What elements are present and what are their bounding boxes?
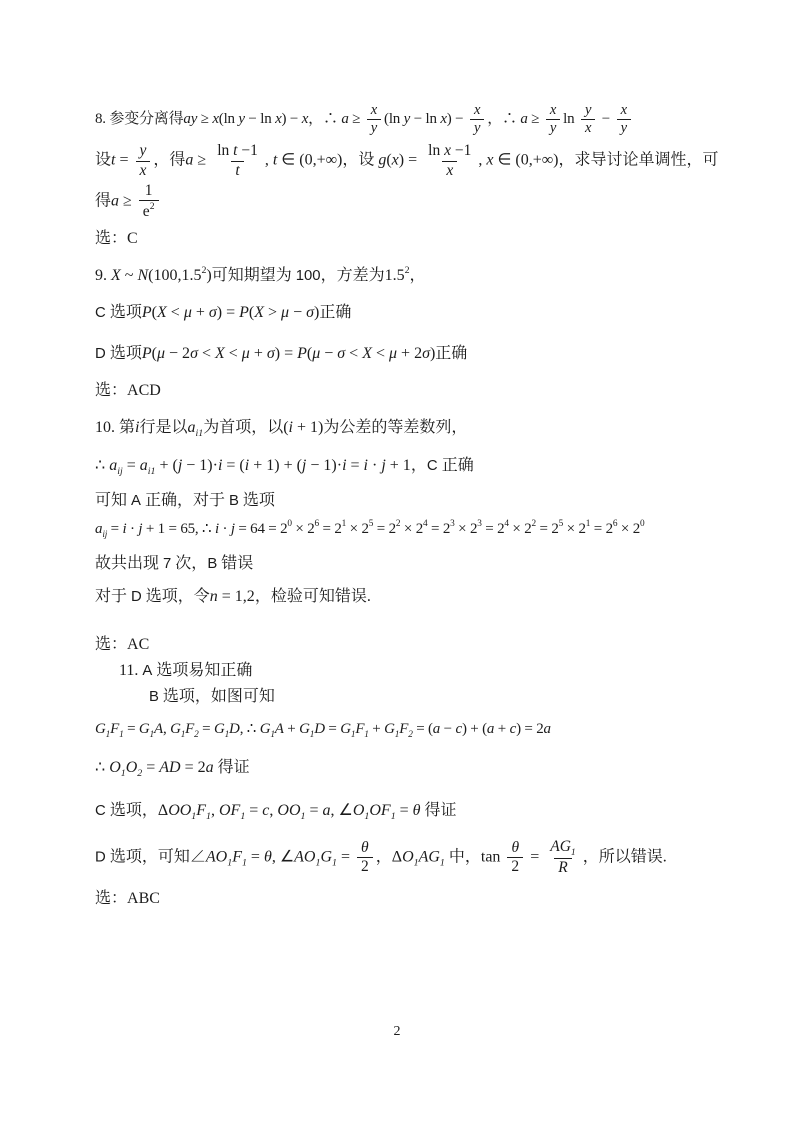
math-line-q10-step-6: 对于 D 选项，令n = 1,2，检验可知错误.: [95, 588, 371, 606]
math-line-q10-step-4: $a_{ij} = i \cdot j + 1 = 65$, ∴ $i \cdot j = 64 = 2^0 \times 2^6 = 2^1 \times 2^5 = 2^2 \times 2^4 = 2^3 \times 2^3 = 2^4 \times 2^2 = 2^5 \times 2^1 = 2^6 \times 2^0$: [95, 519, 645, 541]
math-line-q8-step-3: 得a ≥ $\frac{1}{e^2}$: [95, 182, 746, 222]
page-number: 2: [393, 1024, 401, 1039]
math-line-q11-answer: 选：ABC: [95, 889, 160, 907]
math-line-q8-answer: 选：C: [95, 229, 138, 247]
math-line-q11-option-c: C 选项，$\Delta OO_1F_1$, $OF_1 = c$, $OO_1 = a$, $\angle O_1OF_1 = \theta$ 得证: [95, 802, 457, 822]
math-line-q8-step-1: 8. 参变分离得ay ≥ x(ln y − ln x) − x，∴ a ≥ $\frac{x}{y}$ (ln y − ln x) − $\frac{x}{y}$ ，∴ a ≥ $\frac{x}{y}$ ln $\frac{y}{x}$ − $\frac{x}{y}$: [95, 102, 746, 137]
math-line-q10-step-5: 故共出现 7 次，B 错误: [95, 555, 254, 573]
math-line-q11-option-d: D 选项，可知$\angle AO_1F_1 = \theta$, $\angle AO_1G_1$ = $\frac{\theta}{2}$ ，$\Delta O_1AG_1$ 中，tan $\frac{\theta}{2}$ = $\frac{AG_1}{R}$ ，所以错误.: [95, 837, 667, 877]
math-line-q10-step-2: ∴ $a_{ij} = a_{i1} + (j - 1)\cdot i = (i + 1) + (j - 1)\cdot i = i \cdot j + 1$，C 正确: [95, 457, 474, 478]
math-line-q11-step-2: ∴ $O_1O_2$ = AD = 2a 得证: [95, 759, 250, 780]
math-line-q9-step-1: 9. X ~ N(100,1.5$^2$)可知期望为 100，方差为$1.5^2$，: [95, 264, 426, 284]
math-line-q10-step-3: 可知 A 正确，对于 B 选项: [95, 492, 275, 510]
math-line-q11-step-1: $G_1F_1 = G_1A$, $G_1F_2 = G_1D$, ∴ $G_1A + G_1D = G_1F_1 + G_1F_2 = (a - c) + (a + c) = 2a$: [95, 721, 551, 741]
math-line-q9-answer: 选：ACD: [95, 381, 161, 399]
math-line-q11-option-a: 11. A 选项易知正确: [119, 662, 253, 680]
math-line-q11-option-b: B 选项，如图可知: [149, 688, 275, 706]
math-line-q8-step-2: 设t = $\frac{y}{x}$ ，得a ≥ $\frac{\text{ln t −1}}{t}$ , t ∈ (0,+∞)，设 g(x) = $\frac{\text{ln x −1}}{x}$ , x ∈ (0,+∞)，求导讨论单调性，可: [95, 142, 719, 179]
math-line-q9-option-d: D 选项P(μ − 2σ < X < μ + σ) = P(μ − σ < X < μ + 2σ)正确: [95, 344, 468, 362]
math-line-q10-answer: 选：AC: [95, 636, 150, 654]
math-line-q10-step-1: 10. 第i行是以$a_{i1}$为首项，以(i + 1)为公差的等差数列，: [95, 418, 468, 439]
math-line-q9-option-c: C 选项P(X < μ + σ) = P(X > μ − σ)正确: [95, 303, 352, 321]
